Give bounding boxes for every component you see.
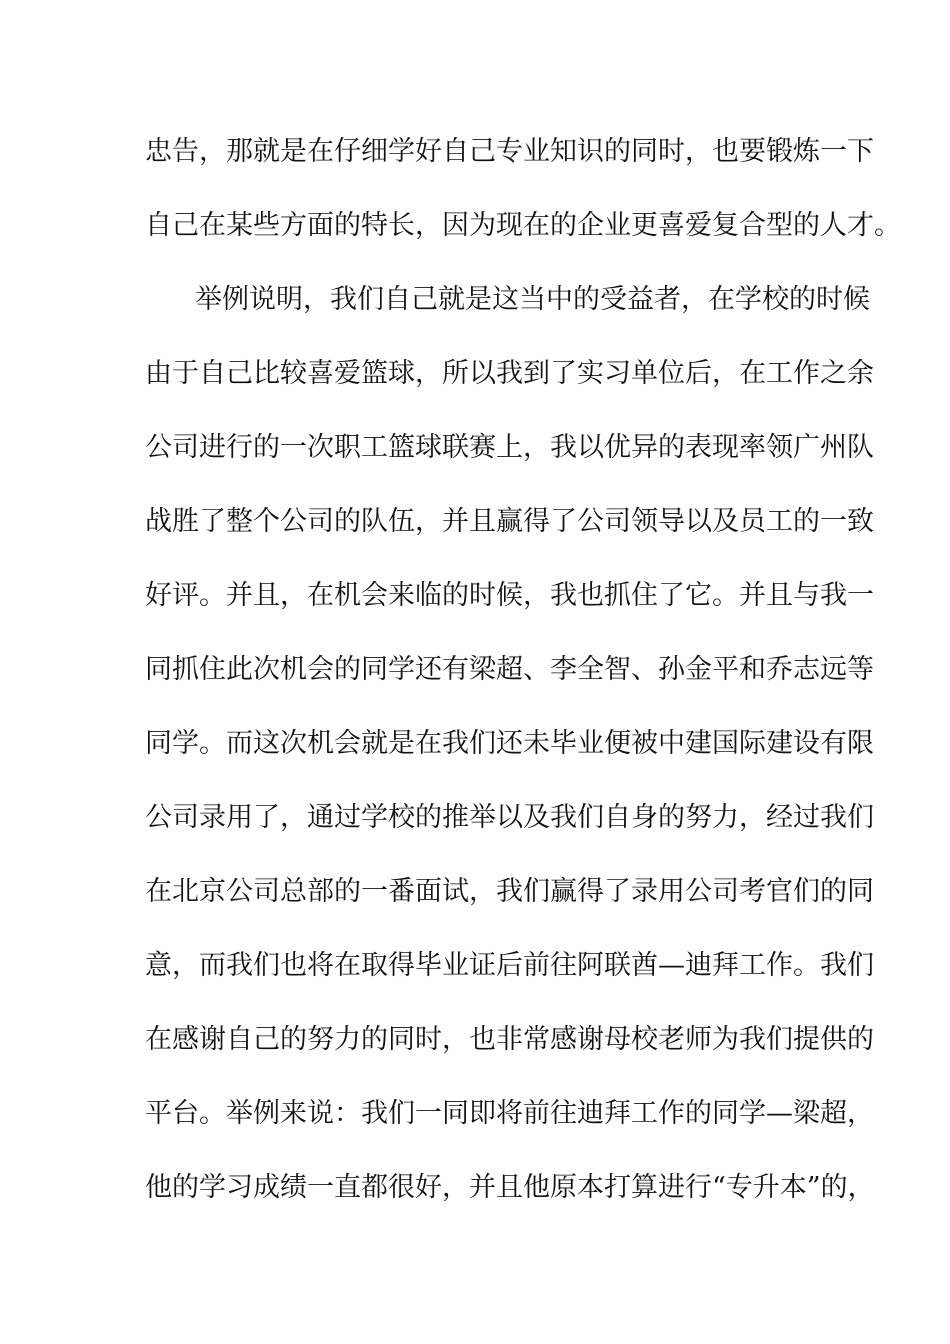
text-line: 平台。举例来说：我们一同即将前往迪拜工作的同学—梁超，	[145, 1098, 874, 1129]
text-line: 意，而我们也将在取得毕业证后前往阿联酋—迪拜工作。我们	[145, 950, 874, 981]
text-line: 在感谢自己的努力的同时，也非常感谢母校老师为我们提供的	[145, 1024, 874, 1055]
text-line: 公司录用了，通过学校的推举以及我们自身的努力，经过我们	[145, 802, 874, 833]
text-line: 同抓住此次机会的同学还有梁超、李全智、孙金平和乔志远等	[145, 654, 874, 685]
text-line: 自己在某些方面的特长，因为现在的企业更喜爱复合型的人才。	[145, 210, 901, 241]
text-line: 战胜了整个公司的队伍，并且赢得了公司领导以及员工的一致	[145, 506, 874, 537]
text-line: 在北京公司总部的一番面试，我们赢得了录用公司考官们的同	[145, 876, 874, 907]
text-line: 忠告，那就是在仔细学好自己专业知识的同时，也要锻炼一下	[145, 136, 874, 167]
text-line: 同学。而这次机会就是在我们还未毕业便被中建国际建设有限	[145, 728, 874, 759]
text-line: 他的学习成绩一直都很好，并且他原本打算进行“专升本”的，	[145, 1172, 875, 1203]
text-line: 由于自己比较喜爱篮球，所以我到了实习单位后，在工作之余	[145, 358, 874, 389]
text-line: 公司进行的一次职工篮球联赛上，我以优异的表现率领广州队	[145, 432, 874, 463]
paragraph-first-line: 举例说明，我们自己就是这当中的受益者，在学校的时候	[195, 284, 870, 315]
text-line: 好评。并且，在机会来临的时候，我也抓住了它。并且与我一	[145, 580, 874, 611]
